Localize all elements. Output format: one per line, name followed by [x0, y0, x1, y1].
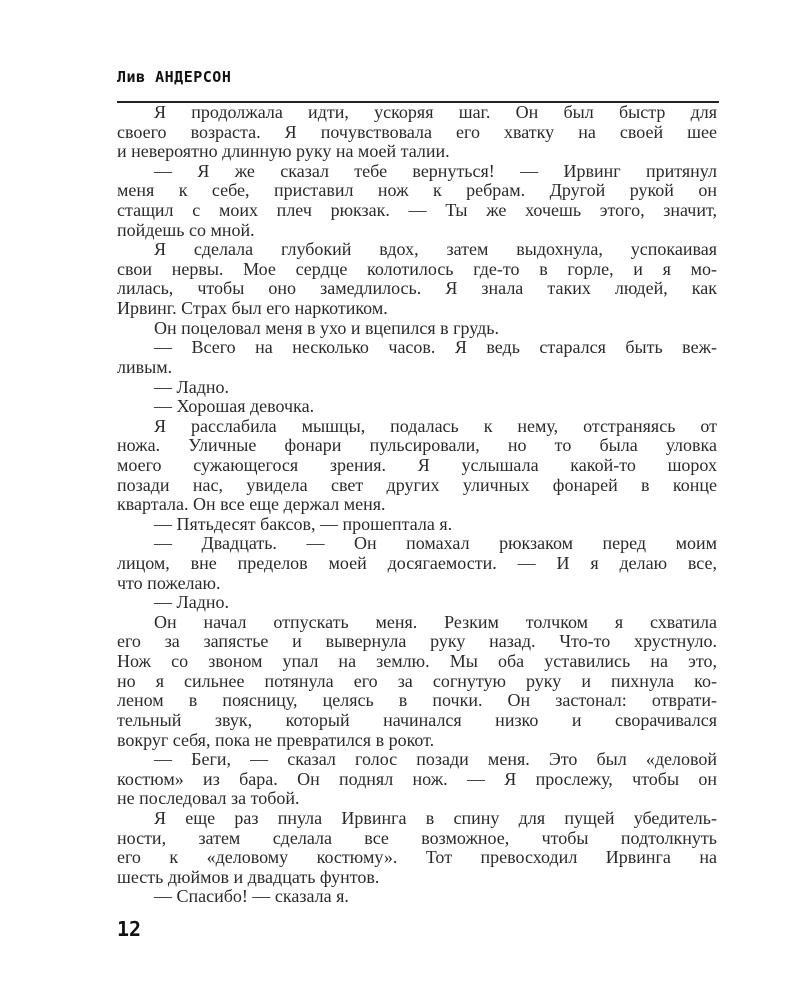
text-line: — Двадцать. — Он помахал рюкзаком перед моим [154, 533, 717, 554]
body-text [117, 103, 717, 907]
text-line: позади нас, увидела свет других уличных фонарей в конце [117, 474, 717, 495]
text-line: пойдешь со мной. [117, 219, 255, 240]
text-line: — Пятьдесят баксов, — прошептала я. [154, 513, 453, 534]
text-line: своего возраста. Я почувствовала его хватку на своей шее [117, 121, 717, 142]
text-line: — Хорошая девочка. [154, 396, 315, 417]
text-line: — Всего на несколько часов. Я ведь старался быть веж- [154, 337, 717, 358]
text-line: и невероятно длинную руку на моей талии. [117, 141, 450, 162]
paragraph [117, 887, 717, 907]
text-line: — Ладно. [154, 592, 229, 613]
paragraph [117, 162, 717, 240]
text-line: леном в поясницу, целясь в почки. Он застонал: отврати- [117, 690, 717, 711]
paragraph [117, 534, 717, 593]
text-line: вокруг себя, пока не превратился в рокот. [117, 729, 435, 750]
text-line: ливым. [117, 356, 173, 377]
text-line: Он начал отпускать меня. Резким толчком я схватила [154, 611, 717, 632]
text-line: моего сужающегося зрения. Я услышала какой-то шорох [117, 454, 717, 475]
paragraph [117, 103, 717, 162]
text-line: — Беги, — сказал голос позади меня. Это был «деловой [154, 749, 717, 770]
text-line: Я еще раз пнула Ирвинга в спину для пущей убедитель- [154, 807, 717, 828]
paragraph [117, 593, 717, 613]
text-line: Он поцеловал меня в ухо и вцепился в грудь. [154, 317, 500, 338]
text-line: свои нервы. Мое сердце колотилось где-то в горле, и я мо- [117, 258, 717, 279]
text-line: квартала. Он все еще держал меня. [117, 494, 386, 515]
page-number: 12 [117, 917, 142, 941]
paragraph [117, 338, 717, 377]
text-line: но я сильнее потянула его за согнутую руку и пихнула ко- [117, 670, 717, 691]
text-line: что пожелаю. [117, 572, 221, 593]
text-line: Нож со звоном упал на землю. Мы оба уставились на это, [117, 651, 717, 672]
text-line: лицом, вне пределов моей досягаемости. — И я делаю все, [117, 553, 717, 574]
text-line: тельный звук, который начинался низко и сворачивался [117, 709, 717, 730]
text-line: ножа. Уличные фонари пульсировали, но то была уловка [117, 435, 717, 456]
text-line: Я расслабила мышцы, подалась к нему, отстраняясь от [154, 415, 717, 436]
text-line: его за запястье и вывернула руку назад. Что-то хрустнуло. [117, 631, 717, 652]
text-line: меня к себе, приставил нож к ребрам. Другой рукой он [117, 180, 717, 201]
paragraph [117, 319, 717, 339]
paragraph [117, 417, 717, 515]
text-line: Я продолжала идти, ускоряя шаг. Он был быстр для [154, 102, 717, 122]
text-line: — Ладно. [154, 376, 229, 397]
text-line: костюм» из бара. Он поднял нож. — Я прослежу, чтобы он [117, 768, 717, 789]
paragraph [117, 515, 717, 535]
text-line: его к «деловому костюму». Тот превосходил Ирвинга на [117, 847, 717, 868]
paragraph [117, 397, 717, 417]
text-line: — Я же сказал тебе вернуться! — Ирвинг притянул [154, 160, 717, 181]
running-header: Лив АНДЕРСОН [117, 68, 232, 86]
text-line: Я сделала глубокий вдох, затем выдохнула, успокаивая [154, 239, 717, 260]
text-line: — Спасибо! — сказала я. [154, 886, 349, 907]
text-line: Ирвинг. Страх был его наркотиком. [117, 298, 388, 319]
paragraph [117, 809, 717, 887]
paragraph [117, 378, 717, 398]
paragraph [117, 750, 717, 809]
paragraph [117, 613, 717, 750]
text-line: лилась, чтобы оно замедлилось. Я знала таких людей, как [117, 278, 717, 299]
text-line: не последовал за тобой. [117, 788, 300, 809]
text-line: стащил с моих плеч рюкзак. — Ты же хочешь этого, значит, [117, 200, 717, 221]
paragraph [117, 240, 717, 318]
text-line: ности, затем сделала все возможное, чтобы подтолкнуть [117, 827, 717, 848]
text-line: шесть дюймов и двадцать фунтов. [117, 866, 380, 887]
